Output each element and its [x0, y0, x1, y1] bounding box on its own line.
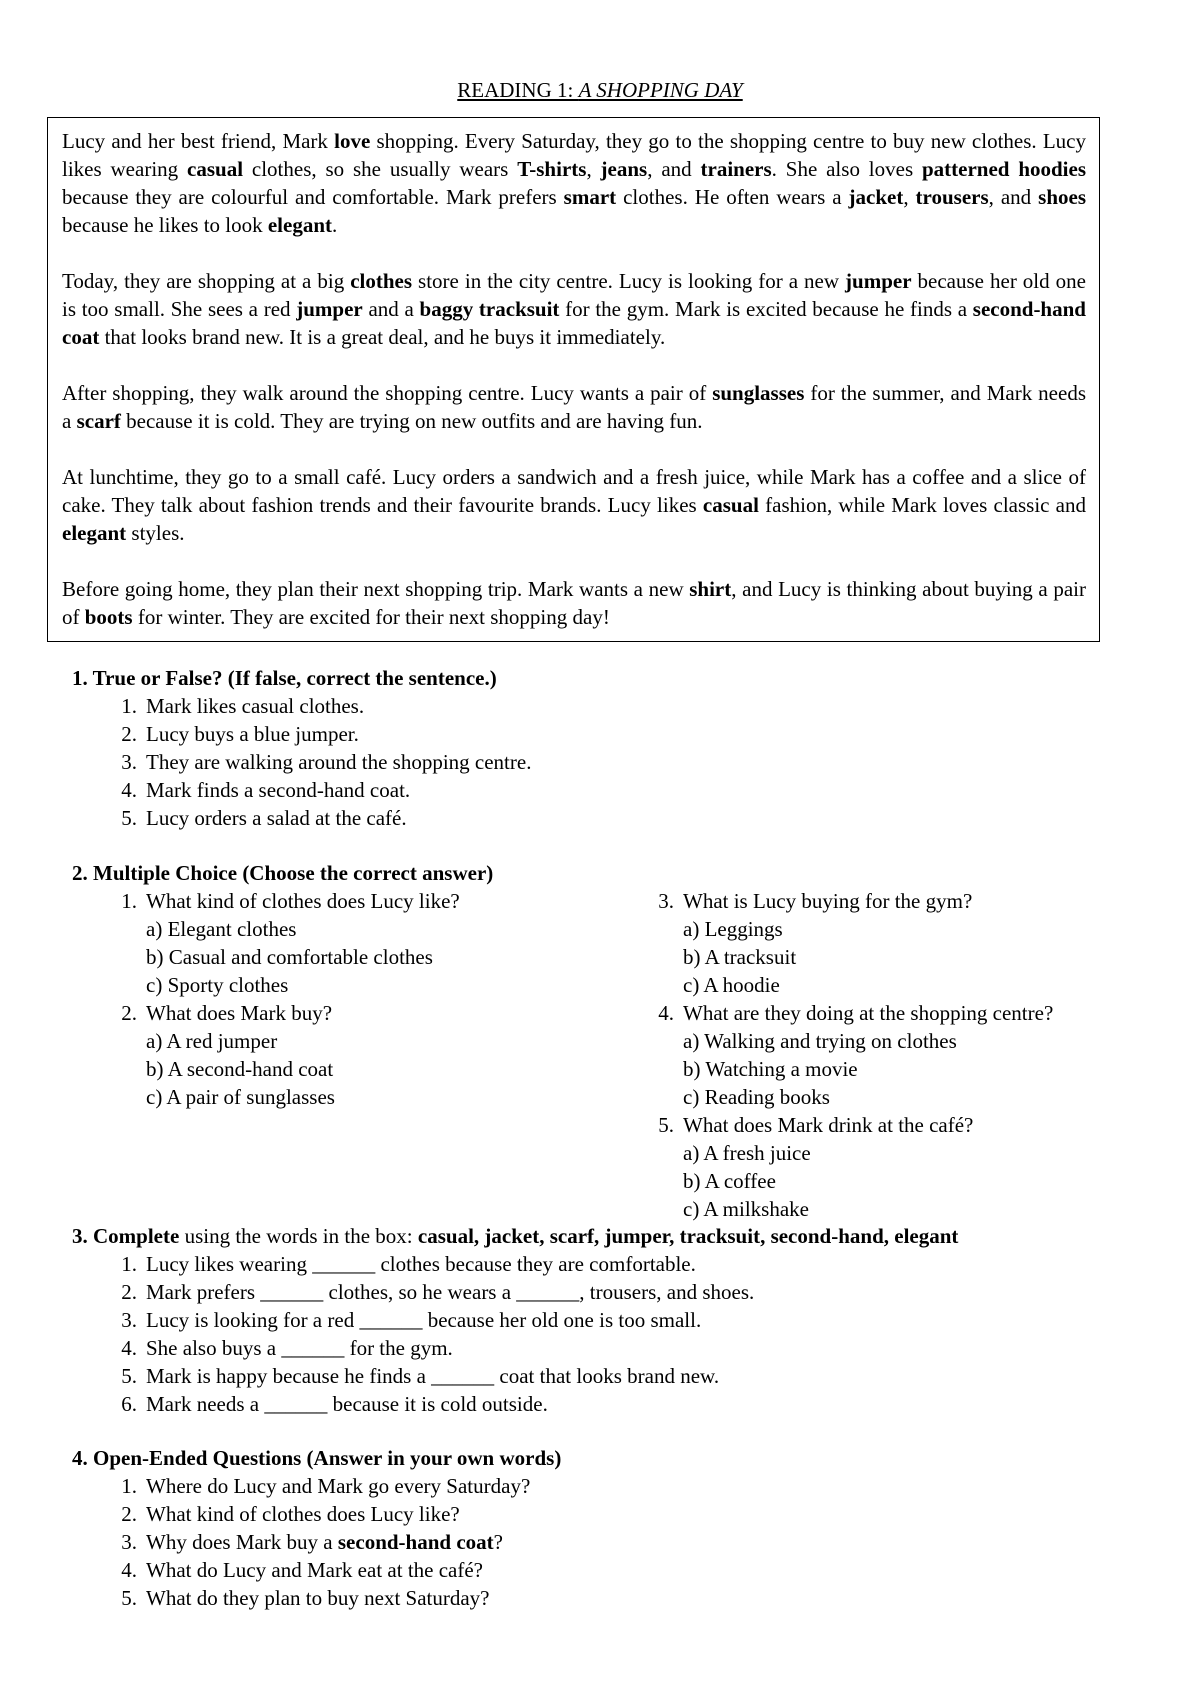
question-number: 2. — [121, 1001, 137, 1025]
bold-keyword: sunglasses — [712, 381, 805, 405]
text-run: and a — [362, 297, 420, 321]
text-run: shopping. Every Saturday, they go to the shopping centre to buy new clothes. Lucy likes wearing — [62, 129, 1086, 181]
list-item — [121, 1500, 1132, 1528]
list-item — [121, 1306, 1132, 1334]
answer-option: a) Leggings — [683, 917, 783, 941]
text-run: because he likes to look — [62, 213, 268, 237]
item-number: 1. — [121, 1252, 137, 1276]
bold-keyword: second-hand coat — [62, 297, 1086, 349]
item-text: Mark likes casual clothes. — [146, 694, 365, 718]
item-number: 4. — [121, 1558, 137, 1582]
list-item — [121, 1278, 1132, 1306]
open-ended-list — [72, 1472, 1132, 1612]
text-run: , and Lucy is thinking about buying a pair of — [62, 577, 1086, 629]
list-item — [121, 804, 531, 832]
list-item — [121, 1472, 1132, 1500]
list-item — [121, 1556, 1132, 1584]
text-run: What do they plan to buy next Saturday? — [146, 1586, 490, 1610]
question-number: 1. — [121, 889, 137, 913]
question-text: What kind of clothes does Lucy like? — [146, 889, 460, 913]
text-run: for the summer, and Mark needs a — [62, 381, 1086, 433]
item-number: 4. — [121, 1336, 137, 1360]
true-false-list — [72, 692, 531, 832]
title-name: A SHOPPING DAY — [578, 78, 743, 102]
item-number: 5. — [121, 1364, 137, 1388]
text-run: Lucy and her best friend, Mark — [62, 129, 335, 153]
text-run: because it is cold. They are trying on new outfits and are having fun. — [120, 409, 703, 433]
section-1-title: 1. True or False? (If false, correct the sentence.) — [72, 666, 497, 690]
list-item — [121, 776, 531, 804]
answer-option: b) A second-hand coat — [146, 1057, 334, 1081]
text-run: that looks brand new. It is a great deal, and he buys it immediately. — [99, 325, 666, 349]
bold-keyword: T-shirts — [517, 157, 587, 181]
item-number: 2. — [121, 722, 137, 746]
answer-option: b) Casual and comfortable clothes — [146, 945, 433, 969]
bold-keyword: jacket — [848, 185, 904, 209]
text-run: store in the city centre. Lucy is looking for a new — [412, 269, 846, 293]
text-run: because her old one is too small. She sees a red — [62, 269, 1086, 321]
list-item — [121, 720, 531, 748]
bold-keyword: elegant — [267, 213, 333, 237]
text-run: , and — [647, 157, 701, 181]
question-text: What does Mark buy? — [146, 1001, 333, 1025]
bold-keyword: smart — [563, 185, 617, 209]
text-run: for the gym. Mark is excited because he finds a — [559, 297, 973, 321]
answer-option: c) A pair of sunglasses — [146, 1085, 335, 1109]
list-item — [121, 692, 531, 720]
text-run: What kind of clothes does Lucy like? — [146, 1502, 460, 1526]
text-run: because they are colourful and comfortable. Mark prefers — [62, 185, 564, 209]
answer-option: c) Sporty clothes — [146, 973, 289, 997]
item-number: 2. — [121, 1280, 137, 1304]
text-run: styles. — [126, 521, 185, 545]
open-ended-section — [72, 1444, 1132, 1612]
text-run: clothes. He often wears a — [616, 185, 849, 209]
item-number: 5. — [121, 1586, 137, 1610]
bold-keyword: jumper — [296, 297, 363, 321]
mc-left-column — [72, 887, 592, 1111]
mc-question — [609, 1111, 1129, 1139]
item-number: 1. — [121, 1474, 137, 1498]
section-4-title: 4. Open-Ended Questions (Answer in your own words) — [72, 1446, 562, 1470]
item-text: Mark needs a ______ because it is cold outside. — [146, 1392, 548, 1416]
item-number: 5. — [121, 806, 137, 830]
question-text: What is Lucy buying for the gym? — [683, 889, 973, 913]
question-number: 5. — [658, 1113, 674, 1137]
text-run: Before going home, they plan their next shopping trip. Mark wants a new — [62, 577, 690, 601]
text-run: , — [903, 185, 916, 209]
answer-option: b) Watching a movie — [683, 1057, 858, 1081]
item-text: Lucy buys a blue jumper. — [146, 722, 359, 746]
list-item — [121, 748, 532, 776]
bold-keyword: elegant — [62, 521, 127, 545]
item-number: 4. — [121, 778, 137, 802]
answer-option: c) A hoodie — [683, 973, 780, 997]
text-run: . — [332, 213, 338, 237]
answer-option: a) Elegant clothes — [146, 917, 297, 941]
question-text: What are they doing at the shopping centre? — [683, 1001, 1054, 1025]
true-false-section — [72, 664, 531, 832]
bold-keyword: boots — [84, 605, 133, 629]
text-run: Why does Mark buy a — [146, 1530, 338, 1554]
bold-keyword: casual — [187, 157, 244, 181]
item-number: 3. — [121, 1530, 137, 1554]
question-number: 4. — [658, 1001, 674, 1025]
word-box: casual, jacket, scarf, jumper, tracksuit, second-hand, elegant — [417, 1224, 959, 1248]
item-text: She also buys a ______ for the gym. — [146, 1336, 453, 1360]
item-text: Mark prefers ______ clothes, so he wears a ______, trousers, and shoes. — [146, 1280, 755, 1304]
multiple-choice-section — [72, 859, 1132, 887]
text-run: , — [586, 157, 601, 181]
item-number: 3. — [121, 750, 137, 774]
mc-question — [72, 887, 592, 915]
list-item — [121, 1390, 1132, 1418]
text-run: fashion, while Mark loves classic and — [758, 493, 1086, 517]
item-text: They are walking around the shopping centre. — [146, 750, 532, 774]
text-run: for winter. They are excited for their next shopping day! — [132, 605, 610, 629]
question-text: What does Mark drink at the café? — [683, 1113, 974, 1137]
text-run: Today, they are shopping at a big — [62, 269, 351, 293]
bold-keyword: scarf — [76, 409, 121, 433]
answer-option: a) A red jumper — [146, 1029, 278, 1053]
text-run: Where do Lucy and Mark go every Saturday? — [146, 1474, 531, 1498]
item-text: Lucy likes wearing ______ clothes because they are comfortable. — [146, 1252, 696, 1276]
item-number: 3. — [121, 1308, 137, 1332]
bold-keyword: jeans — [600, 157, 648, 181]
paragraph-2 — [62, 267, 1086, 351]
answer-option: b) A tracksuit — [683, 945, 797, 969]
complete-list — [72, 1250, 1132, 1418]
page-title — [0, 76, 1200, 104]
bold-keyword: shirt — [689, 577, 732, 601]
item-number: 2. — [121, 1502, 137, 1526]
paragraph-4 — [62, 463, 1086, 547]
bold-keyword: casual — [702, 493, 759, 517]
answer-option: c) Reading books — [683, 1085, 830, 1109]
answer-option: a) A fresh juice — [683, 1141, 811, 1165]
list-item — [121, 1528, 1132, 1556]
text-run: After shopping, they walk around the shopping centre. Lucy wants a pair of — [62, 381, 713, 405]
section-2-title: 2. Multiple Choice (Choose the correct answer) — [72, 861, 494, 885]
item-text: Mark finds a second-hand coat. — [146, 778, 411, 802]
paragraph-1 — [62, 127, 1086, 239]
text-run: At lunchtime, they go to a small café. Lucy orders a sandwich and a fresh juice, while Mark has a coffee and a slice of cake. They talk about fashion trends and their favourite brands. Lucy likes — [62, 465, 1086, 517]
section-3-title — [72, 1222, 1132, 1250]
complete-section — [72, 1222, 1132, 1418]
bold-keyword: love — [334, 129, 371, 153]
bold-keyword: patterned hoodies — [921, 157, 1087, 181]
bold-keyword: jumper — [845, 269, 912, 293]
bold-keyword: shoes — [1038, 185, 1086, 209]
list-item — [121, 1362, 1132, 1390]
bold-keyword: clothes — [350, 269, 413, 293]
item-text: Lucy is looking for a red ______ because her old one is too small. — [146, 1308, 702, 1332]
bold-keyword: trousers — [915, 185, 989, 209]
paragraph-5 — [62, 575, 1086, 631]
bold-keyword: baggy tracksuit — [419, 297, 560, 321]
text-run: , and — [988, 185, 1039, 209]
text-run: clothes, so she usually wears — [243, 157, 518, 181]
mc-question — [609, 999, 1129, 1027]
text-run: . She also loves — [771, 157, 922, 181]
question-number: 3. — [658, 889, 674, 913]
title-prefix: READING 1: — [457, 78, 579, 102]
text-run: ? — [493, 1530, 503, 1554]
section-3-title-bold: 3. Complete — [72, 1224, 180, 1248]
answer-option: a) Walking and trying on clothes — [683, 1029, 957, 1053]
list-item — [121, 1250, 1132, 1278]
answer-option: c) A milkshake — [683, 1197, 809, 1221]
mc-right-column — [609, 887, 1129, 1223]
paragraph-3 — [62, 379, 1086, 435]
item-text: Lucy orders a salad at the café. — [146, 806, 407, 830]
mc-question — [609, 887, 1129, 915]
item-text: Mark is happy because he finds a ______ coat that looks brand new. — [146, 1364, 720, 1388]
section-3-title-plain: using the words in the box: — [179, 1224, 418, 1248]
text-run: What do Lucy and Mark eat at the café? — [146, 1558, 483, 1582]
item-number: 6. — [121, 1392, 137, 1416]
mc-question — [72, 999, 592, 1027]
bold-keyword: second-hand coat — [337, 1530, 494, 1554]
bold-keyword: trainers — [700, 157, 772, 181]
reading-passage-box — [47, 117, 1100, 642]
item-number: 1. — [121, 694, 137, 718]
list-item — [121, 1334, 1132, 1362]
answer-option: b) A coffee — [683, 1169, 776, 1193]
list-item — [121, 1584, 1132, 1612]
